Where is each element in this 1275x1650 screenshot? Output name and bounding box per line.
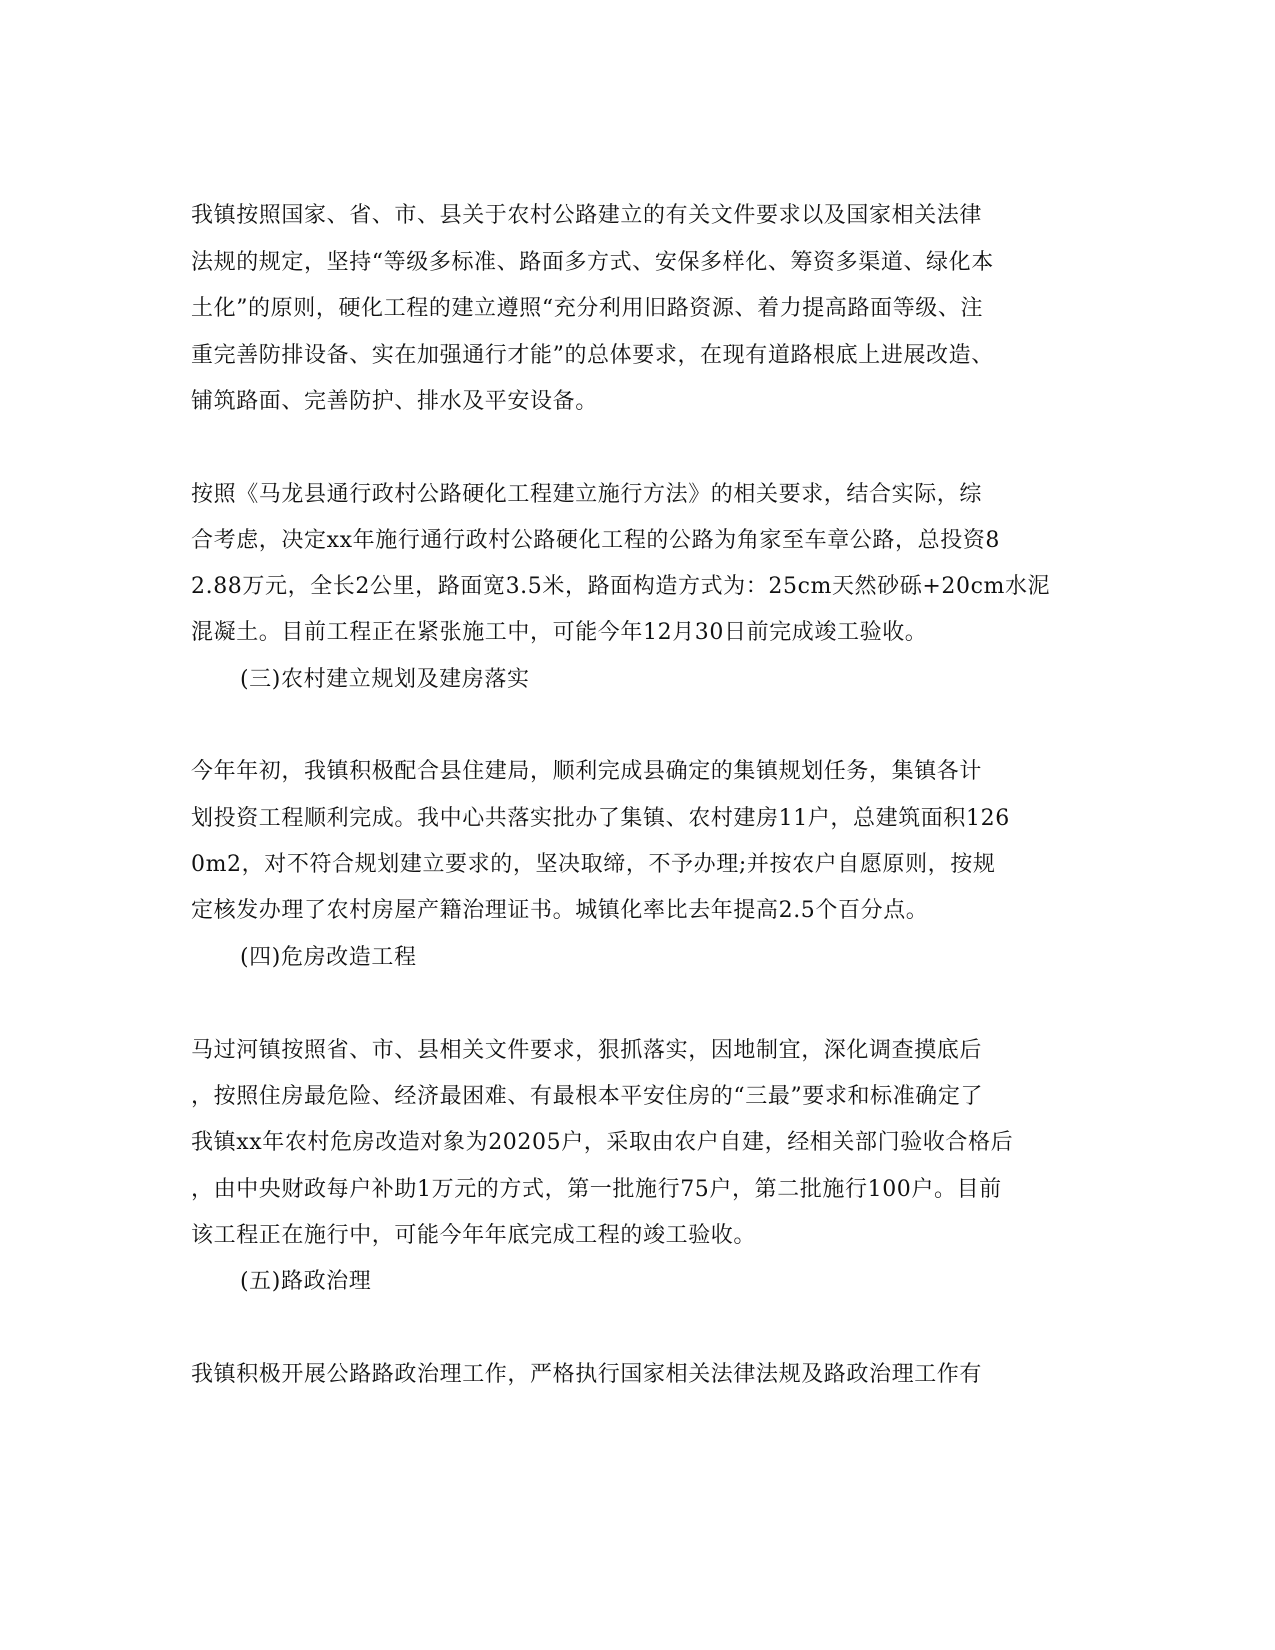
paragraph-1-line-5: 铺筑路面、完善防护、排水及平安设备。 [191, 389, 598, 414]
paragraph-4-line-2: ，按照住房最危险、经济最困难、有最根本平安住房的“三最”要求和标准确定了 [191, 1084, 984, 1109]
paragraph-2-line-1: 按照《马龙县通行政村公路硬化工程建立施行方法》的相关要求，结合实际，综 [191, 482, 983, 507]
paragraph-4-line-5: 该工程正在施行中，可能今年年底完成工程的竣工验收。 [191, 1223, 757, 1248]
paragraph-5-line-1: 我镇积极开展公路路政治理工作，严格执行国家相关法律法规及路政治理工作有 [191, 1362, 983, 1387]
paragraph-3-line-4: 定核发办理了农村房屋产籍治理证书。城镇化率比去年提高2.5个百分点。 [191, 898, 929, 923]
paragraph-3-line-2: 划投资工程顺利完成。我中心共落实批办了集镇、农村建房11户，总建筑面积126 [191, 806, 1010, 831]
section-heading-5: (五)路政治理 [240, 1269, 372, 1294]
paragraph-3-line-3: 0m2，对不符合规划建立要求的，坚决取缔，不予办理;并按农户自愿原则，按规 [191, 852, 996, 877]
section-heading-4: (四)危房改造工程 [240, 945, 417, 970]
paragraph-1-line-2: 法规的规定，坚持“等级多标准、路面多方式、安保多样化、筹资多渠道、绿化本 [191, 250, 994, 275]
paragraph-1-line-1: 我镇按照国家、省、市、县关于农村公路建立的有关文件要求以及国家相关法律 [191, 203, 983, 228]
paragraph-3-line-1: 今年年初，我镇积极配合县住建局，顺利完成县确定的集镇规划任务，集镇各计 [191, 759, 983, 784]
paragraph-2-line-3: 2.88万元，全长2公里，路面宽3.5米，路面构造方式为：25cm天然砂砾+20cm水泥 [191, 574, 1051, 599]
paragraph-4-line-4: ，由中央财政每户补助1万元的方式，第一批施行75户，第二批施行100户。目前 [191, 1177, 1002, 1202]
paragraph-2-line-2: 合考虑，决定xx年施行通行政村公路硬化工程的公路为角家至车章公路，总投资8 [191, 528, 1001, 553]
paragraph-1-line-4: 重完善防排设备、实在加强通行才能”的总体要求，在现有道路根底上进展改造、 [191, 343, 994, 368]
section-heading-3: (三)农村建立规划及建房落实 [240, 667, 530, 692]
paragraph-4-line-1: 马过河镇按照省、市、县相关文件要求，狠抓落实，因地制宜，深化调查摸底后 [191, 1038, 983, 1063]
paragraph-2-line-4: 混凝土。目前工程正在紧张施工中，可能今年12月30日前完成竣工验收。 [191, 620, 928, 645]
paragraph-1-line-3: 土化”的原则，硬化工程的建立遵照“充分利用旧路资源、着力提高路面等级、注 [191, 296, 984, 321]
paragraph-4-line-3: 我镇xx年农村危房改造对象为20205户，采取由农户自建，经相关部门验收合格后 [191, 1130, 1014, 1155]
